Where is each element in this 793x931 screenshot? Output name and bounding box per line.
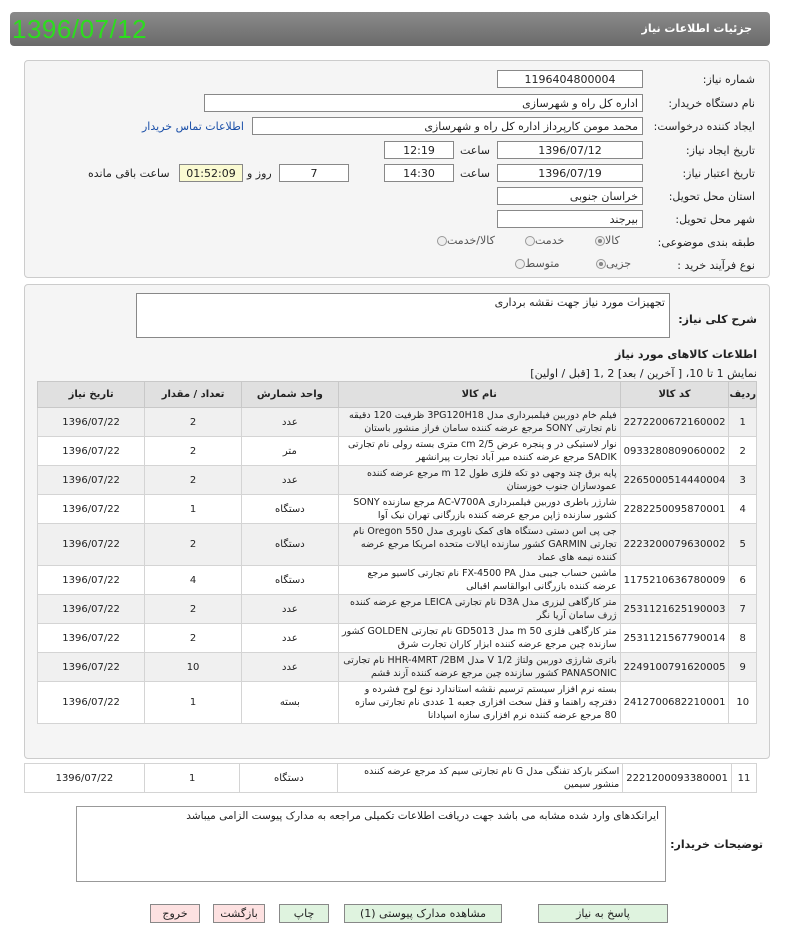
remaining-time-field: 01:52:09 [179,164,243,182]
row-number: 2 [729,437,757,466]
category-service-label: خدمت [535,234,565,247]
table-row [38,524,757,566]
unit: عدد [241,466,338,495]
row-number: 11 [732,764,757,793]
valid-time-field: 14:30 [384,164,454,182]
requester-label: ایجاد کننده درخواست: [653,120,755,133]
need-date: 1396/07/22 [38,466,145,495]
page-title: جزئیات اطلاعات نیاز [641,22,752,35]
need-date: 1396/07/22 [38,495,145,524]
column-header: تعداد / مقدار [145,382,242,408]
back-button[interactable]: بازگشت [213,904,265,923]
quantity: 2 [145,437,242,466]
table-row [25,764,757,793]
table-row [38,437,757,466]
item-name: بسته نرم افزار سیستم ترسیم نقشه استاندارد نوع لوح فشرده و دفترچه راهنما و قفل سخت افزاری جعبه 1 عددی نام تجارتی سازه 80 مرجع عرضه کننده نرم افزاری سازه اسپادانا [338,682,620,724]
item-code: 2531121567790014 [620,624,729,653]
column-header: ردیف [729,382,757,408]
remaining-label: ساعت باقی مانده [88,167,170,180]
row-number: 9 [729,653,757,682]
category-both-label: کالا/خدمت [447,234,495,247]
unit: متر [241,437,338,466]
need-date: 1396/07/22 [38,566,145,595]
column-header: تاریخ نیاز [38,382,145,408]
need-date: 1396/07/22 [25,764,145,793]
unit: عدد [241,408,338,437]
item-code: 2412700682210001 [620,682,729,724]
create-date-label: تاریخ ایجاد نیاز: [685,144,755,157]
create-date-field: 1396/07/12 [497,141,643,159]
buyer-org-label: نام دستگاه خریدار: [668,97,755,110]
print-button[interactable]: چاپ [279,904,329,923]
summary-label: شرح کلی نیاز: [678,313,757,326]
table-row [38,466,757,495]
item-name: جی پی اس دستی دستگاه های کمک ناوبری مدل Oregon 550 نام تجارتی GARMIN کشور سازنده ایالات متحده امریکا مرجع عرضه کننده نیمه های عماد [338,524,620,566]
need-date: 1396/07/22 [38,624,145,653]
need-date: 1396/07/22 [38,595,145,624]
exit-button[interactable]: خروج [150,904,200,923]
table-row [38,566,757,595]
need-number-field: 1196404800004 [497,70,643,88]
quantity: 1 [145,682,242,724]
column-header: نام کالا [338,382,620,408]
process-medium-radio[interactable] [512,257,560,270]
row-number: 5 [729,524,757,566]
item-code: 2265000514440004 [620,466,729,495]
province-label: استان محل تحویل: [668,190,755,203]
city-label: شهر محل تحویل: [675,213,755,226]
unit: عدد [241,624,338,653]
quantity: 2 [145,408,242,437]
quantity: 2 [145,524,242,566]
row-number: 4 [729,495,757,524]
item-name: ماشین حساب جیبی مدل FX-4500 PA نام تجارتی کاسیو مرجع عرضه کننده بازرگانی ابوالقاسم اقبالی [338,566,620,595]
unit: دستگاه [241,566,338,595]
attachments-button[interactable]: مشاهده مدارک پیوستی (1) [344,904,502,923]
overlay-date: 1396/07/12 [12,14,148,44]
item-name: متر کارگاهی لیزری مدل D3A نام تجارتی LEICA مرجع عرضه کننده ژرف سامان آریا نگر [338,595,620,624]
need-date: 1396/07/22 [38,653,145,682]
requester-field: محمد مومن کارپرداز اداره کل راه و شهرسازی [252,117,643,135]
valid-date-label: تاریخ اعتبار نیاز: [682,167,755,180]
unit: عدد [241,653,338,682]
process-partial-radio[interactable] [593,257,631,270]
item-name: باتری شارژی دوربین ولتاژ V 1/2 مدل HHR-4MRT /2BM نام تجارتی PANASONIC کشور سازنده چین مرجع عرضه کننده آزند قشم [338,653,620,682]
create-time-field: 12:19 [384,141,454,159]
need-date: 1396/07/22 [38,682,145,724]
row-number: 8 [729,624,757,653]
items-table [37,381,757,724]
row-number: 3 [729,466,757,495]
create-time-label: ساعت [460,144,490,157]
item-name: متر کارگاهی فلزی m 50 مدل GD5013 نام تجارتی GOLDEN کشور سازنده چین مرجع عرضه کننده ابزار کاران تجارت شرق [338,624,620,653]
row-number: 1 [729,408,757,437]
row-number: 10 [729,682,757,724]
table-row [38,408,757,437]
item-code: 1175210636780009 [620,566,729,595]
summary-field: تجهیزات مورد نیاز جهت نقشه برداری [136,293,670,338]
category-label: طبقه بندی موضوعی: [657,236,755,249]
province-field: خراسان جنوبی [497,187,643,205]
item-code: 2272200672160002 [620,408,729,437]
need-date: 1396/07/22 [38,408,145,437]
unit: بسته [241,682,338,724]
category-both-radio[interactable] [434,234,495,247]
item-name: نوار لاستیکی در و پنجره عرض cm 2/5 متری بسته رولی نام تجارتی SADIK مرجع عرضه کننده میر آباد تجارت پیرانشهر [338,437,620,466]
quantity: 10 [145,653,242,682]
days-field: 7 [279,164,349,182]
buyer-org-field: اداره کل راه و شهرسازی [204,94,643,112]
item-code: 2282250095870001 [620,495,729,524]
table-row [38,495,757,524]
item-name: فیلم خام دوربین فیلمبرداری مدل 3PG120H18 ظرفیت 120 دقیقه نام تجارتی SONY مرجع عرضه کننده سامان فراز منشور باستان [338,408,620,437]
quantity: 2 [145,466,242,495]
item-name: شارژر باطری دوربین فیلمبرداری AC-V700A مرجع سازنده SONY کشور سازنده ژاپن مرجع عرضه کننده بازرگانی تهران نیک آوا [338,495,620,524]
item-name: پایه برق چند وجهی دو تکه فلزی طول m 12 مرجع عرضه کننده عمودسازان جنوب خوزستان [338,466,620,495]
process-medium-label: متوسط [525,257,560,270]
quantity: 1 [144,764,240,793]
valid-time-label: ساعت [460,167,490,180]
city-field: بیرجند [497,210,643,228]
column-header: واحد شمارش [241,382,338,408]
table-row [38,682,757,724]
category-service-radio[interactable] [522,234,564,247]
need-number-label: شماره نیاز: [702,73,755,86]
row-number: 6 [729,566,757,595]
items-table-extra [24,763,757,793]
days-label: روز و [247,167,272,180]
quantity: 2 [145,595,242,624]
item-code: 2221200093380001 [623,764,732,793]
need-date: 1396/07/22 [38,437,145,466]
unit: دستگاه [240,764,338,793]
table-row [38,595,757,624]
process-label: نوع فرآیند خرید : [677,259,755,272]
quantity: 1 [145,495,242,524]
item-name: اسکنر بارکد تفنگی مدل G نام تجارتی سیم کد مرجع عرضه کننده منشور سیمین [338,764,623,793]
buyer-notes-field: ایرانکدهای وارد شده مشابه می باشد جهت دریافت اطلاعات تکمیلی مراجعه به مدارک پیوست الزامی میباشد [76,806,666,882]
valid-date-field: 1396/07/19 [497,164,643,182]
row-number: 7 [729,595,757,624]
quantity: 2 [145,624,242,653]
category-goods-radio[interactable] [592,234,620,247]
unit: دستگاه [241,524,338,566]
table-row [38,624,757,653]
item-code: 2223200079630002 [620,524,729,566]
items-pager[interactable]: نمایش 1 تا 10، [ آخرین / بعد] 2 ,1 [قبل / اولین] [530,367,757,380]
column-header: کد کالا [620,382,729,408]
items-section-title: اطلاعات کالاهای مورد نیاز [615,348,757,361]
item-code: 2249100791620005 [620,653,729,682]
items-table-header [38,382,757,408]
process-partial-label: جزیی [606,257,632,270]
unit: عدد [241,595,338,624]
buyer-notes-label: توضیحات خریدار: [670,838,763,851]
buyer-contact-link[interactable]: اطلاعات تماس خریدار [142,120,244,133]
table-row [38,653,757,682]
item-code: 2531121625190003 [620,595,729,624]
unit: دستگاه [241,495,338,524]
quantity: 4 [145,566,242,595]
need-date: 1396/07/22 [38,524,145,566]
reply-button[interactable]: پاسخ به نیاز [538,904,668,923]
category-goods-label: کالا [605,234,620,247]
item-code: 0933280809060002 [620,437,729,466]
